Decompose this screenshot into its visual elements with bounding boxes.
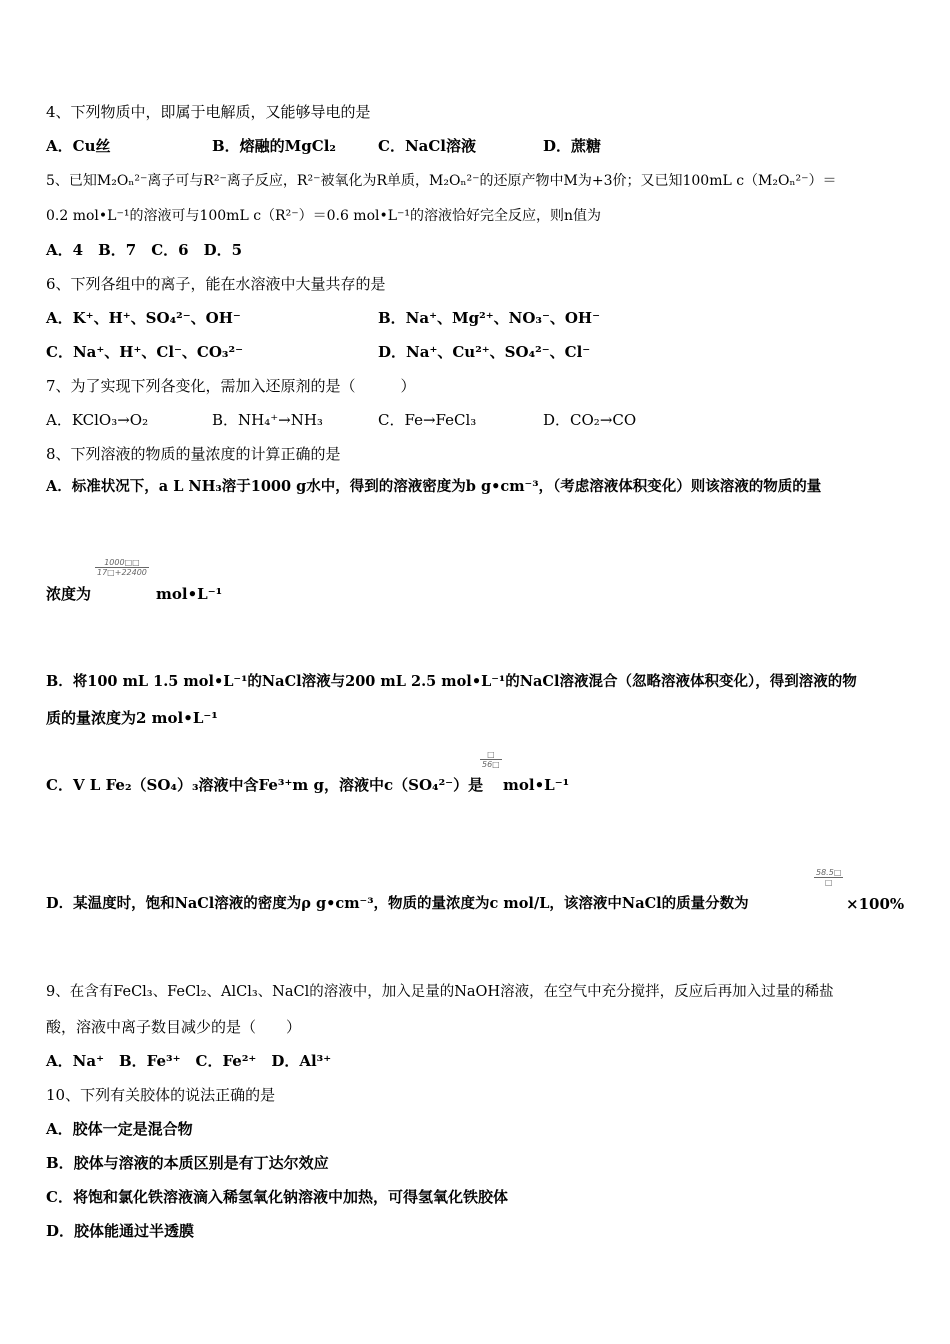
q10-option-c: C．将饱和氯化铁溶液滴入稀氢氧化钠溶液中加热，可得氢氧化铁胶体 xyxy=(46,1188,508,1206)
q9-line1: 9、在含有FeCl₃、FeCl₂、AlCl₃、NaCl的溶液中，加入足量的NaOH溶液，在空气中充分搅拌，反应后再加入过量的稀盐 xyxy=(46,984,834,1000)
q8-stem: 8、下列溶液的物质的量浓度的计算正确的是 xyxy=(46,445,341,463)
q8-option-c-unit: mol•L⁻¹ xyxy=(503,776,570,794)
q8-option-a-line1: A．标准状况下，a L NH₃溶于1000 g水中，得到的溶液密度为b g•cm⁻³，（考虑溶液体积变化）则该溶液的物质的量 xyxy=(46,478,822,495)
q6-option-c: C．Na⁺、H⁺、Cl⁻、CO₃²⁻ xyxy=(46,343,243,361)
q10-option-b: B．胶体与溶液的本质区别是有丁达尔效应 xyxy=(46,1154,329,1172)
q10-option-a: A．胶体一定是混合物 xyxy=(46,1120,193,1138)
q10-stem: 10、下列有关胶体的说法正确的是 xyxy=(46,1086,276,1104)
q8-option-a-numerator: 1000□□ xyxy=(95,558,149,568)
q8-option-a-fraction xyxy=(95,558,149,577)
q8-option-c-numerator: □ xyxy=(480,750,502,760)
q8-option-d-text: D．某温度时，饱和NaCl溶液的密度为ρ g•cm⁻³，物质的量浓度为c mol/L，该溶液中NaCl的质量分数为 xyxy=(46,895,749,912)
q8-option-d-numerator: 58.5□ xyxy=(816,868,842,877)
q7-option-d: D．CO₂→CO xyxy=(543,411,637,429)
q8-option-c-text: C．V L Fe₂（SO₄）₃溶液中含Fe³⁺m g，溶液中c（SO₄²⁻）是 xyxy=(46,776,484,794)
q8-option-c-fraction xyxy=(480,750,502,769)
q5-options: A．4 B．7 C．6 D．5 xyxy=(46,241,243,259)
q8-option-a-prefix: 浓度为 xyxy=(46,585,92,603)
q7-option-c: C．Fe→FeCl₃ xyxy=(378,411,477,429)
q8-option-d-denominator: □ xyxy=(824,878,833,887)
q4-option-c: C．NaCl溶液 xyxy=(378,137,477,155)
q8-option-b-line1: B．将100 mL 1.5 mol•L⁻¹的NaCl溶液与200 mL 2.5 mol•L⁻¹的NaCl溶液混合（忽略溶液体积变化），得到溶液的物 xyxy=(46,673,857,690)
q4-option-b: B．熔融的MgCl₂ xyxy=(212,137,336,155)
q9-options: A．Na⁺ B．Fe³⁺ C．Fe²⁺ D．Al³⁺ xyxy=(46,1052,332,1070)
q8-option-b-line2: 质的量浓度为2 mol•L⁻¹ xyxy=(46,709,218,727)
q6-stem: 6、下列各组中的离子，能在水溶液中大量共存的是 xyxy=(46,275,386,293)
q6-option-d: D．Na⁺、Cu²⁺、SO₄²⁻、Cl⁻ xyxy=(378,343,591,361)
q5-line2: 0.2 mol•L⁻¹的溶液可与100mL c（R²⁻）＝0.6 mol•L⁻¹的溶液恰好完全反应，则n值为 xyxy=(46,208,602,224)
q8-option-d-fraction xyxy=(814,868,843,887)
q5-line1: 5、已知M₂Oₙ²⁻离子可与R²⁻离子反应，R²⁻被氧化为R单质，M₂Oₙ²⁻的还原产物中M为+3价；又已知100mL c（M₂Oₙ²⁻）＝ xyxy=(46,173,837,189)
q4-option-a: A．Cu丝 xyxy=(46,137,111,155)
q8-option-a-line2 xyxy=(46,584,91,604)
q8-option-a-denominator: 17□+22400 xyxy=(97,568,147,577)
q7-option-b: B．NH₄⁺→NH₃ xyxy=(212,411,323,429)
q9-line2: 酸，溶液中离子数目减少的是（ ） xyxy=(46,1018,302,1036)
q4-stem: 4、下列物质中，即属于电解质，又能够导电的是 xyxy=(46,103,371,121)
q8-option-c-denominator: 56□ xyxy=(482,760,500,769)
q10-option-d: D．胶体能通过半透膜 xyxy=(46,1222,195,1240)
q4-option-d: D．蔗糖 xyxy=(543,137,602,155)
q7-option-a: A．KClO₃→O₂ xyxy=(46,411,149,429)
q8-option-d-unit: ×100% xyxy=(846,895,905,913)
q8-option-a-unit: mol•L⁻¹ xyxy=(156,585,223,603)
q7-stem: 7、为了实现下列各变化，需加入还原剂的是（ ） xyxy=(46,377,416,395)
q6-option-b: B．Na⁺、Mg²⁺、NO₃⁻、OH⁻ xyxy=(378,309,601,327)
q6-option-a: A．K⁺、H⁺、SO₄²⁻、OH⁻ xyxy=(46,309,241,327)
